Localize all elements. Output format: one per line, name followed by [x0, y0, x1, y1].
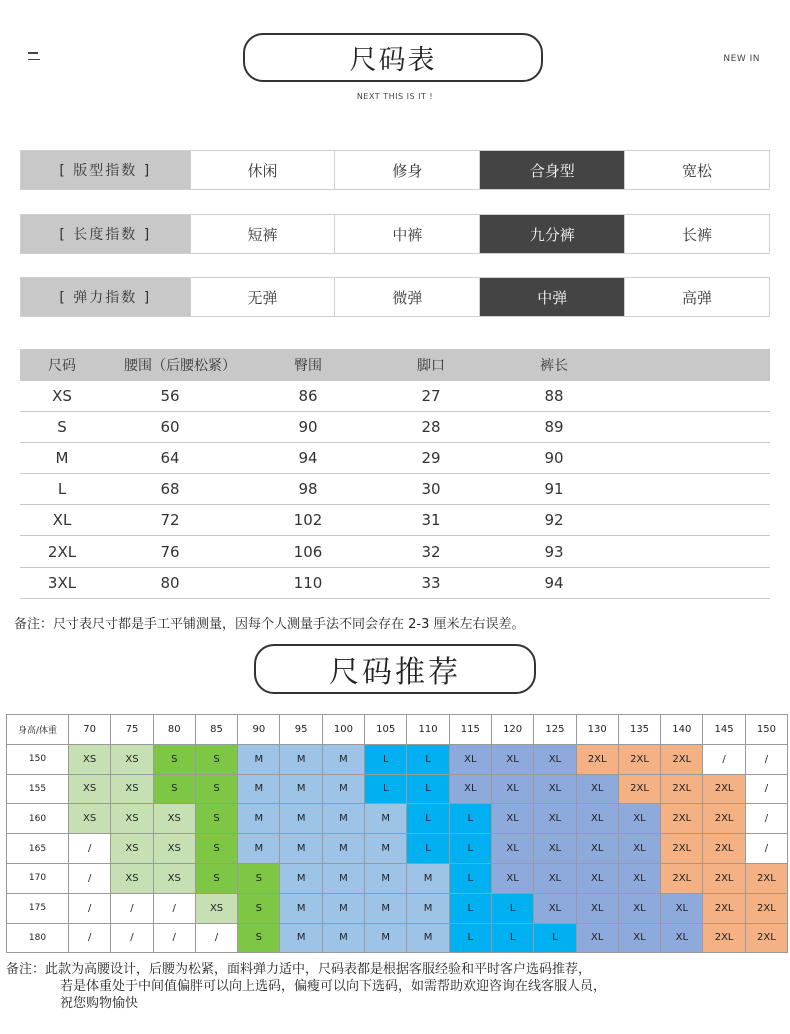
height-header: 180	[7, 923, 69, 953]
grid-cell: 2XL	[703, 893, 745, 923]
cell-hip: 90	[298, 418, 318, 437]
length-index-label: [ 长度指数 ]	[21, 215, 190, 253]
grid-cell: /	[153, 923, 195, 953]
stretch-option-medium: 中弹	[479, 278, 624, 316]
grid-cell: M	[322, 863, 364, 893]
weight-header: 105	[365, 715, 407, 745]
cell-length: 89	[544, 418, 564, 437]
cell-length: 88	[544, 387, 564, 406]
grid-cell: XS	[153, 804, 195, 834]
grid-cell: M	[280, 774, 322, 804]
cell-size: XS	[52, 387, 72, 406]
grid-header-row	[7, 715, 788, 745]
grid-cell: M	[365, 893, 407, 923]
grid-cell: M	[407, 863, 449, 893]
grid-cell: M	[407, 923, 449, 953]
grid-cell: /	[195, 923, 237, 953]
cell-length: 91	[544, 480, 564, 499]
cell-hip: 106	[293, 542, 323, 561]
cell-hem: 31	[421, 511, 441, 530]
grid-cell: L	[534, 923, 576, 953]
grid-cell: S	[238, 863, 280, 893]
stretch-index-row	[20, 277, 770, 317]
grid-cell: /	[745, 774, 787, 804]
table-row	[20, 536, 770, 567]
weight-header: 150	[745, 715, 787, 745]
grid-cell: /	[745, 834, 787, 864]
grid-row	[7, 863, 788, 893]
cell-hip: 98	[298, 480, 318, 499]
stretch-option-slight: 微弹	[334, 278, 479, 316]
grid-corner-label: 身高/体重	[7, 715, 69, 745]
grid-cell: 2XL	[703, 834, 745, 864]
grid-cell: XS	[111, 804, 153, 834]
grid-cell: L	[365, 744, 407, 774]
cell-length: 94	[544, 573, 564, 592]
grid-cell: 2XL	[745, 893, 787, 923]
table-row	[20, 381, 770, 412]
table-row	[20, 505, 770, 536]
grid-cell: 2XL	[661, 834, 703, 864]
grid-cell: XL	[618, 834, 660, 864]
grid-row	[7, 804, 788, 834]
cell-hem: 29	[421, 449, 441, 468]
grid-cell: XL	[534, 804, 576, 834]
weight-header: 95	[280, 715, 322, 745]
stretch-option-none: 无弹	[190, 278, 335, 316]
cell-waist: 64	[160, 449, 180, 468]
cell-size: 2XL	[47, 542, 77, 561]
page-title	[243, 33, 543, 82]
grid-cell: XL	[618, 804, 660, 834]
recommend-title-text: 尺码推荐	[329, 655, 461, 690]
fit-option-slim: 修身	[334, 151, 479, 189]
grid-cell: XL	[576, 893, 618, 923]
grid-cell: /	[703, 744, 745, 774]
grid-cell: 2XL	[661, 804, 703, 834]
grid-cell: M	[365, 863, 407, 893]
size-table	[20, 349, 770, 599]
grid-cell: L	[407, 744, 449, 774]
grid-cell: S	[153, 774, 195, 804]
grid-cell: XL	[491, 744, 533, 774]
grid-cell: XL	[661, 893, 703, 923]
stretch-index-label: [ 弹力指数 ]	[21, 278, 190, 316]
recommend-note-line1: 备注：此款为高腰设计，后腰为松紧，面料弹力适中，尺码表都是根据客服经验和平时客户选码推荐，	[6, 962, 592, 977]
cell-waist: 72	[160, 511, 180, 530]
grid-cell: S	[195, 744, 237, 774]
grid-cell: XL	[534, 744, 576, 774]
cell-hem: 33	[421, 573, 441, 592]
grid-row	[7, 774, 788, 804]
grid-cell: /	[69, 863, 111, 893]
fit-option-regular: 合身型	[479, 151, 624, 189]
grid-cell: 2XL	[703, 774, 745, 804]
cell-size: 3XL	[47, 573, 77, 592]
grid-cell: M	[322, 923, 364, 953]
cell-waist: 80	[160, 573, 180, 592]
height-header: 175	[7, 893, 69, 923]
grid-cell: M	[322, 804, 364, 834]
grid-cell: M	[280, 744, 322, 774]
grid-row	[7, 834, 788, 864]
grid-cell: L	[407, 804, 449, 834]
height-header: 160	[7, 804, 69, 834]
grid-cell: XS	[153, 834, 195, 864]
grid-cell: XL	[491, 774, 533, 804]
cell-hem: 32	[421, 542, 441, 561]
grid-cell: L	[407, 834, 449, 864]
grid-cell: 2XL	[576, 744, 618, 774]
grid-cell: L	[449, 893, 491, 923]
grid-cell: S	[153, 744, 195, 774]
grid-cell: 2XL	[618, 774, 660, 804]
grid-cell: /	[111, 923, 153, 953]
header-hem: 脚口	[417, 358, 445, 374]
recommend-note-line3: 祝您购物愉快	[60, 996, 139, 1011]
stretch-option-high: 高弹	[624, 278, 769, 316]
cell-length: 92	[544, 511, 564, 530]
header-size: 尺码	[48, 358, 76, 374]
grid-cell: XL	[491, 834, 533, 864]
weight-header: 120	[491, 715, 533, 745]
grid-cell: M	[322, 834, 364, 864]
weight-header: 85	[195, 715, 237, 745]
table-row	[20, 443, 770, 474]
recommend-note	[6, 961, 786, 1012]
grid-cell: XL	[449, 774, 491, 804]
grid-cell: 2XL	[703, 923, 745, 953]
length-option-ankle: 九分裤	[479, 215, 624, 253]
grid-cell: 2XL	[661, 744, 703, 774]
recommend-title	[254, 644, 536, 694]
grid-cell: /	[153, 893, 195, 923]
grid-cell: XL	[576, 923, 618, 953]
grid-cell: 2XL	[661, 774, 703, 804]
grid-cell: /	[69, 893, 111, 923]
cell-size: S	[57, 418, 67, 437]
grid-cell: XL	[534, 863, 576, 893]
recommend-note-line2: 若是体重处于中间值偏胖可以向上选码，偏瘦可以向下选码，如需帮助欢迎咨询在线客服人员，	[60, 979, 607, 994]
grid-cell: XL	[491, 863, 533, 893]
length-option-shorts: 短裤	[190, 215, 335, 253]
grid-cell: XS	[153, 863, 195, 893]
size-table-header	[20, 349, 770, 381]
cell-length: 90	[544, 449, 564, 468]
grid-cell: 2XL	[745, 923, 787, 953]
grid-cell: XS	[69, 744, 111, 774]
height-header: 170	[7, 863, 69, 893]
cell-hip: 102	[293, 511, 323, 530]
table-row	[20, 412, 770, 443]
grid-cell: XS	[111, 744, 153, 774]
cell-hem: 28	[421, 418, 441, 437]
grid-cell: XL	[576, 804, 618, 834]
cell-size: M	[55, 449, 69, 468]
cell-size: L	[57, 480, 67, 499]
weight-header: 110	[407, 715, 449, 745]
height-header: 165	[7, 834, 69, 864]
cell-waist: 68	[160, 480, 180, 499]
grid-cell: L	[491, 923, 533, 953]
cell-hip: 110	[293, 573, 323, 592]
cell-hip: 94	[298, 449, 318, 468]
grid-cell: M	[322, 893, 364, 923]
length-index-row	[20, 214, 770, 254]
grid-cell: XL	[491, 804, 533, 834]
grid-cell: L	[449, 863, 491, 893]
grid-cell: S	[195, 774, 237, 804]
weight-header: 130	[576, 715, 618, 745]
height-header: 150	[7, 744, 69, 774]
grid-cell: M	[322, 744, 364, 774]
grid-cell: M	[280, 863, 322, 893]
grid-cell: M	[322, 774, 364, 804]
grid-cell: S	[238, 923, 280, 953]
grid-cell: XL	[618, 893, 660, 923]
fit-index-label: [ 版型指数 ]	[21, 151, 190, 189]
grid-cell: XL	[618, 923, 660, 953]
grid-cell: /	[111, 893, 153, 923]
grid-cell: L	[365, 774, 407, 804]
grid-cell: XS	[111, 774, 153, 804]
grid-row	[7, 893, 788, 923]
weight-header: 70	[69, 715, 111, 745]
grid-cell: 2XL	[618, 744, 660, 774]
cell-waist: 56	[160, 387, 180, 406]
grid-cell: L	[449, 804, 491, 834]
weight-header: 140	[661, 715, 703, 745]
grid-cell: 2XL	[661, 863, 703, 893]
table-row	[20, 568, 770, 599]
grid-cell: L	[407, 774, 449, 804]
grid-cell: /	[69, 834, 111, 864]
grid-cell: M	[280, 834, 322, 864]
grid-cell: L	[491, 893, 533, 923]
grid-row	[7, 923, 788, 953]
grid-cell: XS	[69, 774, 111, 804]
length-option-mid: 中裤	[334, 215, 479, 253]
grid-cell: M	[365, 834, 407, 864]
size-note: 备注：尺寸表尺寸都是手工平铺测量，因每个人测量手法不同会存在 2-3 厘米左右误差。	[14, 617, 525, 632]
grid-cell: L	[449, 834, 491, 864]
grid-cell: S	[195, 804, 237, 834]
grid-cell: XL	[661, 923, 703, 953]
cell-waist: 76	[160, 542, 180, 561]
grid-cell: M	[280, 923, 322, 953]
weight-header: 90	[238, 715, 280, 745]
weight-header: 80	[153, 715, 195, 745]
grid-cell: XL	[534, 774, 576, 804]
header-length: 裤长	[540, 358, 568, 374]
new-in-label: NEW IN	[723, 54, 760, 64]
size-recommendation-grid	[6, 714, 788, 953]
page-title-text: 尺码表	[349, 45, 437, 76]
grid-cell: /	[745, 744, 787, 774]
grid-cell: M	[365, 923, 407, 953]
cell-waist: 60	[160, 418, 180, 437]
weight-header: 125	[534, 715, 576, 745]
grid-cell: M	[280, 804, 322, 834]
weight-header: 115	[449, 715, 491, 745]
grid-cell: XL	[576, 774, 618, 804]
grid-cell: M	[407, 893, 449, 923]
grid-cell: XL	[576, 834, 618, 864]
grid-cell: S	[195, 863, 237, 893]
grid-cell: XL	[534, 834, 576, 864]
grid-cell: 2XL	[745, 863, 787, 893]
grid-cell: XS	[69, 804, 111, 834]
grid-cell: XS	[111, 834, 153, 864]
grid-cell: M	[238, 834, 280, 864]
cell-length: 93	[544, 542, 564, 561]
grid-cell: M	[238, 804, 280, 834]
cell-hip: 86	[298, 387, 318, 406]
grid-cell: L	[449, 923, 491, 953]
grid-cell: XL	[449, 744, 491, 774]
cell-hem: 30	[421, 480, 441, 499]
weight-header: 135	[618, 715, 660, 745]
header-hip: 臀围	[294, 358, 322, 374]
grid-row	[7, 744, 788, 774]
grid-cell: M	[280, 893, 322, 923]
grid-cell: M	[365, 804, 407, 834]
cell-size: XL	[52, 511, 72, 530]
grid-cell: S	[238, 893, 280, 923]
weight-header: 145	[703, 715, 745, 745]
grid-cell: XL	[534, 893, 576, 923]
height-header: 155	[7, 774, 69, 804]
fit-index-row	[20, 150, 770, 190]
menu-icon[interactable]	[28, 52, 40, 64]
grid-cell: /	[745, 804, 787, 834]
grid-cell: XS	[195, 893, 237, 923]
grid-cell: XS	[111, 863, 153, 893]
table-row	[20, 474, 770, 505]
fit-option-loose: 宽松	[624, 151, 769, 189]
header-waist: 腰围（后腰松紧）	[124, 358, 236, 374]
fit-option-casual: 休闲	[190, 151, 335, 189]
length-option-long: 长裤	[624, 215, 769, 253]
grid-cell: M	[238, 744, 280, 774]
weight-header: 75	[111, 715, 153, 745]
grid-cell: XL	[618, 863, 660, 893]
subtitle: NEXT THIS IS IT !	[356, 92, 434, 101]
grid-cell: S	[195, 834, 237, 864]
grid-cell: XL	[576, 863, 618, 893]
grid-cell: M	[238, 774, 280, 804]
grid-cell: 2XL	[703, 804, 745, 834]
grid-cell: 2XL	[703, 863, 745, 893]
weight-header: 100	[322, 715, 364, 745]
grid-cell: /	[69, 923, 111, 953]
cell-hem: 27	[421, 387, 441, 406]
